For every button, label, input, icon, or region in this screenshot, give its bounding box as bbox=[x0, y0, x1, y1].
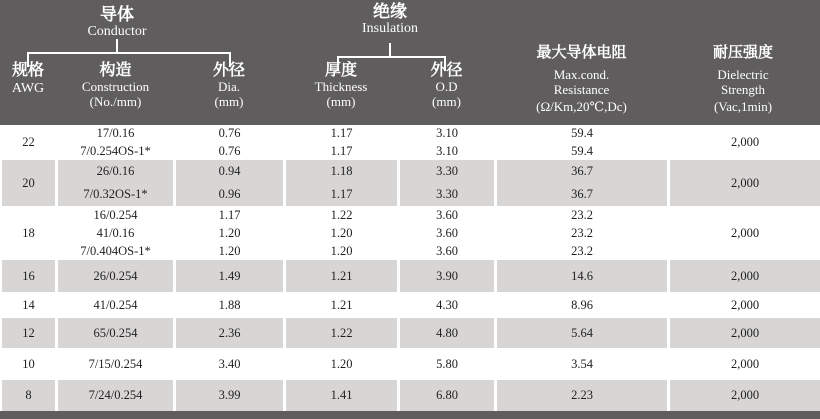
dia-header-en: Dia. bbox=[217, 79, 241, 94]
awg-cell: 22 bbox=[2, 125, 55, 160]
thickness-cell bbox=[286, 292, 397, 318]
awg-header-zh: 规格 bbox=[11, 62, 44, 79]
dia-value: 2.36 bbox=[218, 325, 241, 340]
thickness-value: 1.21 bbox=[330, 297, 353, 312]
bracket-stem bbox=[389, 43, 391, 57]
dia-cell bbox=[176, 125, 283, 160]
thickness-value: 1.18 bbox=[330, 164, 353, 178]
awg-cell: 10 bbox=[2, 348, 55, 380]
dielectric-cell: 2,000 bbox=[670, 206, 820, 260]
dia-value: 1.17 bbox=[218, 207, 241, 222]
dielectric-cell: 2,000 bbox=[670, 380, 820, 411]
od-value: 3.60 bbox=[436, 207, 458, 222]
construction-value: 7/0.254OS-1* bbox=[80, 143, 151, 158]
dia-value: 1.20 bbox=[218, 225, 241, 240]
thickness-value: 1.20 bbox=[330, 356, 353, 371]
insulation-group-en: Insulation bbox=[362, 21, 418, 36]
thickness-cell bbox=[286, 260, 397, 292]
resistance-value: 8.96 bbox=[571, 297, 593, 312]
od-value: 3.60 bbox=[436, 243, 458, 258]
thickness-value: 1.21 bbox=[330, 268, 353, 283]
od-value: 3.10 bbox=[436, 126, 458, 141]
od-value: 3.10 bbox=[436, 143, 458, 158]
od-value: 4.30 bbox=[436, 297, 458, 312]
resistance-header-en2: Resistance bbox=[553, 81, 610, 97]
insulation-group-header bbox=[310, 2, 470, 37]
construction-header-en: Construction bbox=[81, 79, 150, 94]
bracket-line bbox=[27, 52, 231, 54]
resistance-cell bbox=[497, 125, 667, 160]
construction-value: 26/0.16 bbox=[96, 164, 135, 178]
dielectric-cell: 2,000 bbox=[670, 260, 820, 292]
insulation-group-zh: 绝缘 bbox=[373, 2, 407, 21]
resistance-value: 59.4 bbox=[571, 143, 593, 158]
resistance-value: 36.7 bbox=[571, 164, 593, 178]
od-value: 3.30 bbox=[436, 164, 458, 178]
dia-cell bbox=[176, 292, 283, 318]
construction-cell bbox=[58, 160, 173, 206]
construction-value: 41/0.16 bbox=[96, 225, 135, 240]
table-row-awg-20 bbox=[0, 160, 820, 206]
table-row-awg-16 bbox=[0, 260, 820, 292]
table-row-awg-10 bbox=[0, 348, 820, 380]
bracket-line bbox=[337, 56, 446, 58]
dia-cell bbox=[176, 206, 283, 260]
resistance-header-unit: (Ω/Km,20℃,Dc) bbox=[536, 99, 627, 114]
construction-value: 7/15/0.254 bbox=[88, 356, 143, 371]
resistance-header-zh: 最大导体电阻 bbox=[536, 45, 627, 61]
dia-cell bbox=[176, 318, 283, 348]
dia-cell bbox=[176, 380, 283, 411]
thickness-cell bbox=[286, 125, 397, 160]
dia-value: 0.76 bbox=[218, 143, 241, 158]
construction-header-zh: 构造 bbox=[99, 62, 132, 79]
od-value: 4.80 bbox=[436, 325, 458, 340]
resistance-cell bbox=[497, 260, 667, 292]
thickness-cell bbox=[286, 206, 397, 260]
construction-cell bbox=[58, 380, 173, 411]
thickness-header-unit: (mm) bbox=[326, 93, 356, 109]
resistance-value: 23.2 bbox=[571, 207, 593, 222]
column-header-od bbox=[398, 61, 495, 109]
dia-value: 3.40 bbox=[218, 356, 241, 371]
dielectric-header-en2: Strength bbox=[720, 81, 766, 97]
table-row-awg-18 bbox=[0, 206, 820, 260]
dielectric-header-unit: (Vac,1min) bbox=[713, 99, 773, 114]
column-header-thickness bbox=[284, 61, 398, 109]
dielectric-header-en1: Dielectric bbox=[717, 67, 769, 82]
thickness-cell bbox=[286, 160, 397, 206]
construction-cell bbox=[58, 318, 173, 348]
dielectric-cell: 2,000 bbox=[670, 160, 820, 206]
thickness-value: 1.41 bbox=[330, 388, 353, 402]
thickness-value: 1.20 bbox=[330, 225, 353, 240]
construction-value: 17/0.16 bbox=[96, 126, 135, 141]
thickness-value: 1.17 bbox=[330, 187, 353, 201]
thickness-value: 1.22 bbox=[330, 325, 353, 340]
resistance-value: 14.6 bbox=[571, 268, 593, 283]
od-header-en: O.D bbox=[435, 79, 458, 94]
awg-cell: 12 bbox=[2, 318, 55, 348]
resistance-cell bbox=[497, 318, 667, 348]
awg-cell: 16 bbox=[2, 260, 55, 292]
awg-cell: 14 bbox=[2, 292, 55, 318]
od-value: 3.30 bbox=[436, 187, 458, 201]
dielectric-cell: 2,000 bbox=[670, 348, 820, 380]
table-row-awg-14 bbox=[0, 292, 820, 318]
resistance-value: 2.23 bbox=[571, 388, 593, 402]
construction-value: 26/0.254 bbox=[93, 268, 138, 283]
od-cell bbox=[400, 348, 494, 380]
dia-value: 1.20 bbox=[218, 243, 241, 258]
conductor-group-zh: 导体 bbox=[100, 5, 134, 24]
construction-cell bbox=[58, 125, 173, 160]
od-header-unit: (mm) bbox=[432, 93, 461, 109]
dia-value: 1.49 bbox=[218, 268, 241, 283]
column-header-construction bbox=[58, 61, 173, 109]
dia-header-zh: 外径 bbox=[212, 62, 245, 79]
awg-cell: 20 bbox=[2, 160, 55, 206]
resistance-value: 3.54 bbox=[571, 356, 593, 371]
resistance-value: 59.4 bbox=[571, 126, 593, 141]
dia-cell bbox=[176, 260, 283, 292]
resistance-value: 36.7 bbox=[571, 187, 593, 201]
dia-value: 3.99 bbox=[218, 388, 241, 402]
column-header-dia bbox=[174, 61, 284, 109]
resistance-cell bbox=[497, 380, 667, 411]
od-cell bbox=[400, 125, 494, 160]
thickness-header-en: Thickness bbox=[314, 79, 368, 94]
table-header bbox=[0, 0, 820, 125]
awg-cell: 8 bbox=[2, 380, 55, 411]
dielectric-cell: 2,000 bbox=[670, 318, 820, 348]
thickness-header-zh: 厚度 bbox=[324, 62, 357, 79]
dia-value: 0.96 bbox=[218, 187, 241, 201]
thickness-value: 1.22 bbox=[330, 207, 353, 222]
thickness-value: 1.17 bbox=[330, 143, 353, 158]
conductor-group-en: Conductor bbox=[87, 24, 147, 39]
dielectric-cell: 2,000 bbox=[670, 292, 820, 318]
resistance-cell bbox=[497, 206, 667, 260]
od-cell bbox=[400, 318, 494, 348]
od-cell bbox=[400, 206, 494, 260]
dia-value: 0.76 bbox=[218, 126, 241, 141]
construction-value: 16/0.254 bbox=[93, 207, 138, 222]
resistance-value: 23.2 bbox=[571, 225, 593, 240]
od-cell bbox=[400, 380, 494, 411]
construction-value: 41/0.254 bbox=[93, 297, 138, 312]
construction-cell bbox=[58, 348, 173, 380]
resistance-value: 5.64 bbox=[571, 325, 593, 340]
construction-value: 7/0.32OS-1* bbox=[83, 187, 148, 201]
resistance-cell bbox=[497, 348, 667, 380]
od-value: 3.60 bbox=[436, 225, 458, 240]
dielectric-cell: 2,000 bbox=[670, 125, 820, 160]
column-header-awg bbox=[0, 61, 56, 98]
construction-cell bbox=[58, 260, 173, 292]
resistance-cell bbox=[497, 292, 667, 318]
dia-value: 0.94 bbox=[218, 164, 241, 178]
construction-value: 7/0.404OS-1* bbox=[80, 243, 151, 258]
thickness-value: 1.17 bbox=[330, 126, 353, 141]
construction-value: 7/24/0.254 bbox=[88, 388, 143, 402]
column-header-resistance bbox=[495, 44, 668, 115]
bracket-stem bbox=[116, 39, 118, 53]
resistance-cell bbox=[497, 160, 667, 206]
od-value: 3.90 bbox=[436, 268, 458, 283]
od-cell bbox=[400, 160, 494, 206]
od-cell bbox=[400, 292, 494, 318]
table-row-awg-22 bbox=[0, 125, 820, 160]
dia-cell bbox=[176, 348, 283, 380]
od-value: 6.80 bbox=[436, 388, 458, 402]
awg-cell: 18 bbox=[2, 206, 55, 260]
table-body bbox=[0, 125, 820, 411]
dielectric-header-zh: 耐压强度 bbox=[712, 45, 773, 61]
conductor-group-header bbox=[37, 5, 197, 40]
column-header-dielectric bbox=[668, 44, 818, 115]
construction-cell bbox=[58, 292, 173, 318]
thickness-cell bbox=[286, 348, 397, 380]
od-value: 5.80 bbox=[436, 356, 458, 371]
dia-header-unit: (mm) bbox=[214, 93, 244, 109]
construction-header-unit: (No./mm) bbox=[89, 93, 142, 109]
table-row-awg-8 bbox=[0, 380, 820, 411]
resistance-header-en1: Max.cond. bbox=[553, 67, 610, 82]
od-header-zh: 外径 bbox=[430, 62, 463, 79]
thickness-value: 1.20 bbox=[330, 243, 353, 258]
construction-value: 65/0.254 bbox=[93, 325, 138, 340]
construction-cell bbox=[58, 206, 173, 260]
thickness-cell bbox=[286, 318, 397, 348]
awg-header-en: AWG bbox=[11, 81, 45, 96]
table-row-awg-12 bbox=[0, 318, 820, 348]
thickness-cell bbox=[286, 380, 397, 411]
resistance-value: 23.2 bbox=[571, 243, 593, 258]
dia-value: 1.88 bbox=[218, 297, 241, 312]
od-cell bbox=[400, 260, 494, 292]
dia-cell bbox=[176, 160, 283, 206]
